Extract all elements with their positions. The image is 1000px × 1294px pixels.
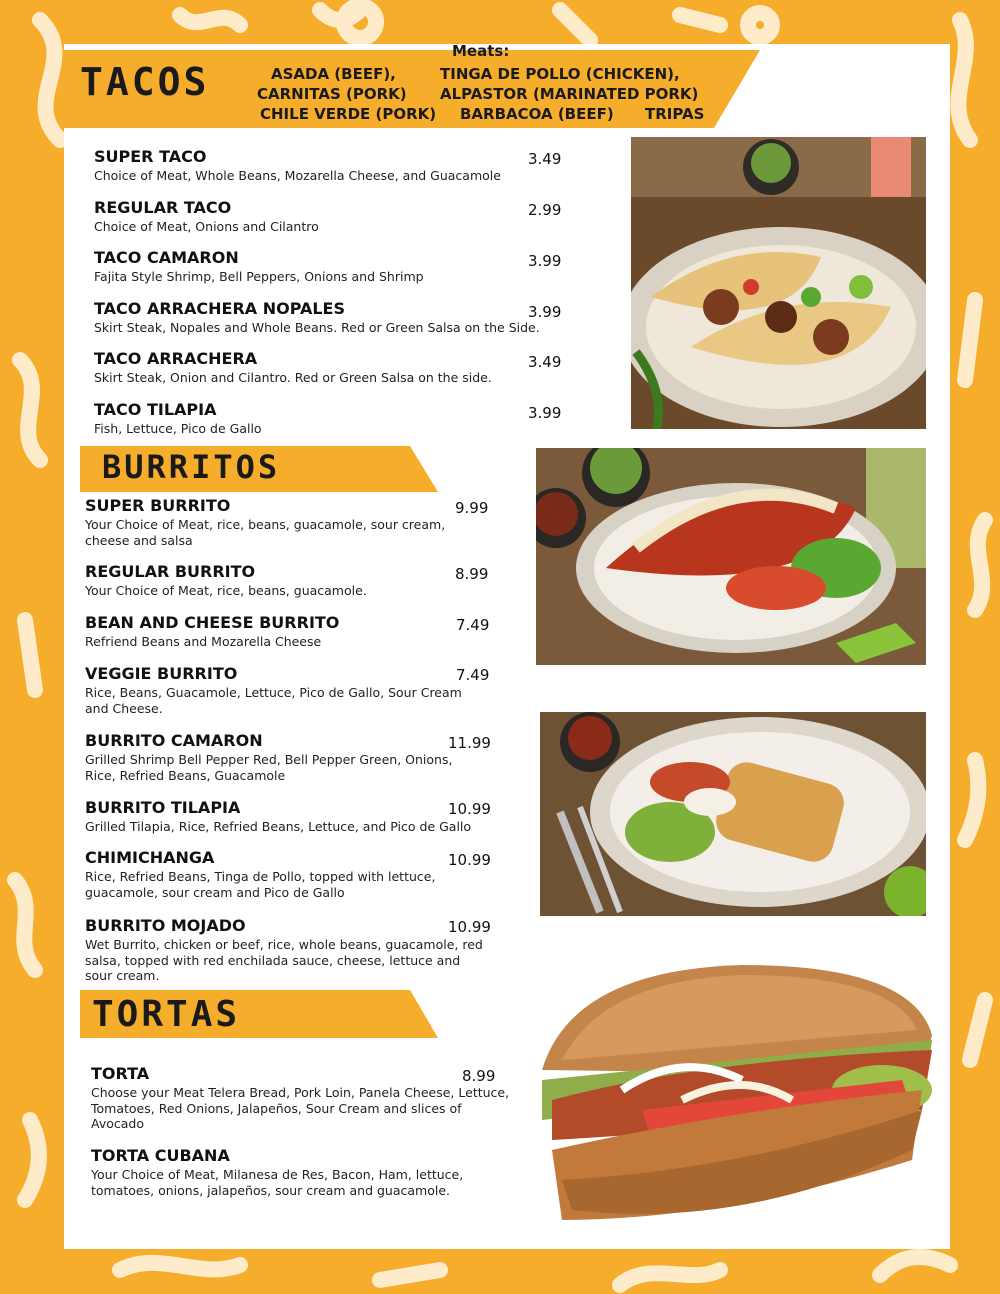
item-description: Choice of Meat, Onions and Cilantro	[94, 219, 319, 234]
item-name: REGULAR TACO	[94, 198, 232, 217]
meat-option: CHILE VERDE (PORK)	[260, 105, 437, 123]
menu-item	[85, 798, 495, 835]
item-price: 3.49	[528, 353, 562, 371]
menu-item	[85, 916, 485, 984]
menu-item	[94, 147, 564, 184]
item-description: Rice, Refried Beans, Tinga de Pollo, topped with lettuce, guacamole, sour cream and Pico de Gallo	[85, 869, 436, 900]
item-name: BURRITO CAMARON	[85, 731, 263, 750]
burritos-title: BURRITOS	[102, 448, 281, 486]
meat-option: ALPASTOR (MARINATED PORK)	[440, 85, 699, 103]
meat-option: TINGA DE POLLO (CHICKEN),	[440, 65, 680, 83]
meat-option: BARBACOA (BEEF)	[460, 105, 614, 123]
item-price: 3.99	[528, 303, 562, 321]
item-price: 10.99	[448, 800, 491, 818]
item-price: 7.49	[456, 666, 490, 684]
item-price: 10.99	[448, 918, 491, 936]
meats-heading: Meats:	[452, 42, 510, 60]
item-price: 9.99	[455, 499, 489, 517]
item-name: SUPER TACO	[94, 147, 207, 166]
torta-photo	[522, 960, 940, 1232]
item-name: TORTA CUBANA	[91, 1146, 230, 1165]
item-description: Wet Burrito, chicken or beef, rice, whole beans, guacamole, red salsa, topped with red enchilada sauce, cheese, lettuce and sour cream.	[85, 937, 483, 983]
tacos-title: TACOS	[80, 60, 210, 104]
menu-item	[85, 664, 485, 716]
menu-item	[85, 613, 485, 650]
item-description: Your Choice of Meat, Milanesa de Res, Bacon, Ham, lettuce, tomatoes, onions, jalapeños, sour cream and guacamole.	[91, 1167, 464, 1198]
item-name: TACO CAMARON	[94, 248, 239, 267]
item-description: Skirt Steak, Onion and Cilantro. Red or Green Salsa on the side.	[94, 370, 492, 385]
menu-item	[85, 496, 485, 548]
item-description: Choice of Meat, Whole Beans, Mozarella Cheese, and Guacamole	[94, 168, 501, 183]
menu-item	[91, 1146, 511, 1198]
item-name: BURRITO TILAPIA	[85, 798, 241, 817]
item-price: 8.99	[455, 565, 489, 583]
item-name: TACO TILAPIA	[94, 400, 217, 419]
menu-item	[91, 1064, 511, 1132]
menu-item	[85, 562, 485, 599]
tacos-photo	[631, 137, 926, 429]
item-description: Grilled Shrimp Bell Pepper Red, Bell Pepper Green, Onions, Rice, Refried Beans, Guacamole	[85, 752, 453, 783]
item-name: SUPER BURRITO	[85, 496, 231, 515]
item-description: Rice, Beans, Guacamole, Lettuce, Pico de Gallo, Sour Cream and Cheese.	[85, 685, 462, 716]
item-price: 3.99	[528, 252, 562, 270]
meat-option: ASADA (BEEF),	[271, 65, 396, 83]
item-description: Refriend Beans and Mozarella Cheese	[85, 634, 322, 649]
item-price: 3.99	[528, 404, 562, 422]
item-name: VEGGIE BURRITO	[85, 664, 238, 683]
chimichanga-photo	[540, 712, 926, 916]
item-price: 3.49	[528, 150, 562, 168]
item-description: Fish, Lettuce, Pico de Gallo	[94, 421, 262, 436]
item-price: 8.99	[462, 1067, 496, 1085]
item-description: Your Choice of Meat, rice, beans, guacamole, sour cream, cheese and salsa	[85, 517, 446, 548]
menu-item	[94, 299, 564, 336]
menu-item	[94, 349, 564, 386]
menu-item	[94, 198, 564, 235]
item-price: 7.49	[456, 616, 490, 634]
burrito-photo	[536, 448, 926, 665]
meat-option: TRIPAS	[645, 105, 705, 123]
item-description: Fajita Style Shrimp, Bell Peppers, Onions and Shrimp	[94, 269, 424, 284]
item-description: Choose your Meat Telera Bread, Pork Loin, Panela Cheese, Lettuce, Tomatoes, Red Onions, Jalapeños, Sour Cream and slices of Avocado	[91, 1085, 510, 1131]
item-name: TORTA	[91, 1064, 150, 1083]
tortas-title: TORTAS	[92, 994, 241, 1035]
menu-item	[85, 731, 485, 783]
item-name: BEAN AND CHEESE BURRITO	[85, 613, 340, 632]
item-description: Skirt Steak, Nopales and Whole Beans. Red or Green Salsa on the Side.	[94, 320, 540, 335]
item-name: BURRITO MOJADO	[85, 916, 246, 935]
item-name: CHIMICHANGA	[85, 848, 215, 867]
meat-option: CARNITAS (PORK)	[257, 85, 407, 103]
item-name: TACO ARRACHERA NOPALES	[94, 299, 345, 318]
menu-item	[85, 848, 485, 900]
item-price: 10.99	[448, 851, 491, 869]
item-name: REGULAR BURRITO	[85, 562, 256, 581]
item-price: 2.99	[528, 201, 562, 219]
menu-item	[94, 248, 564, 285]
item-description: Your Choice of Meat, rice, beans, guacamole.	[85, 583, 367, 598]
item-price: 11.99	[448, 734, 491, 752]
item-description: Grilled Tilapia, Rice, Refried Beans, Lettuce, and Pico de Gallo	[85, 819, 472, 834]
item-name: TACO ARRACHERA	[94, 349, 258, 368]
menu-item	[94, 400, 564, 437]
